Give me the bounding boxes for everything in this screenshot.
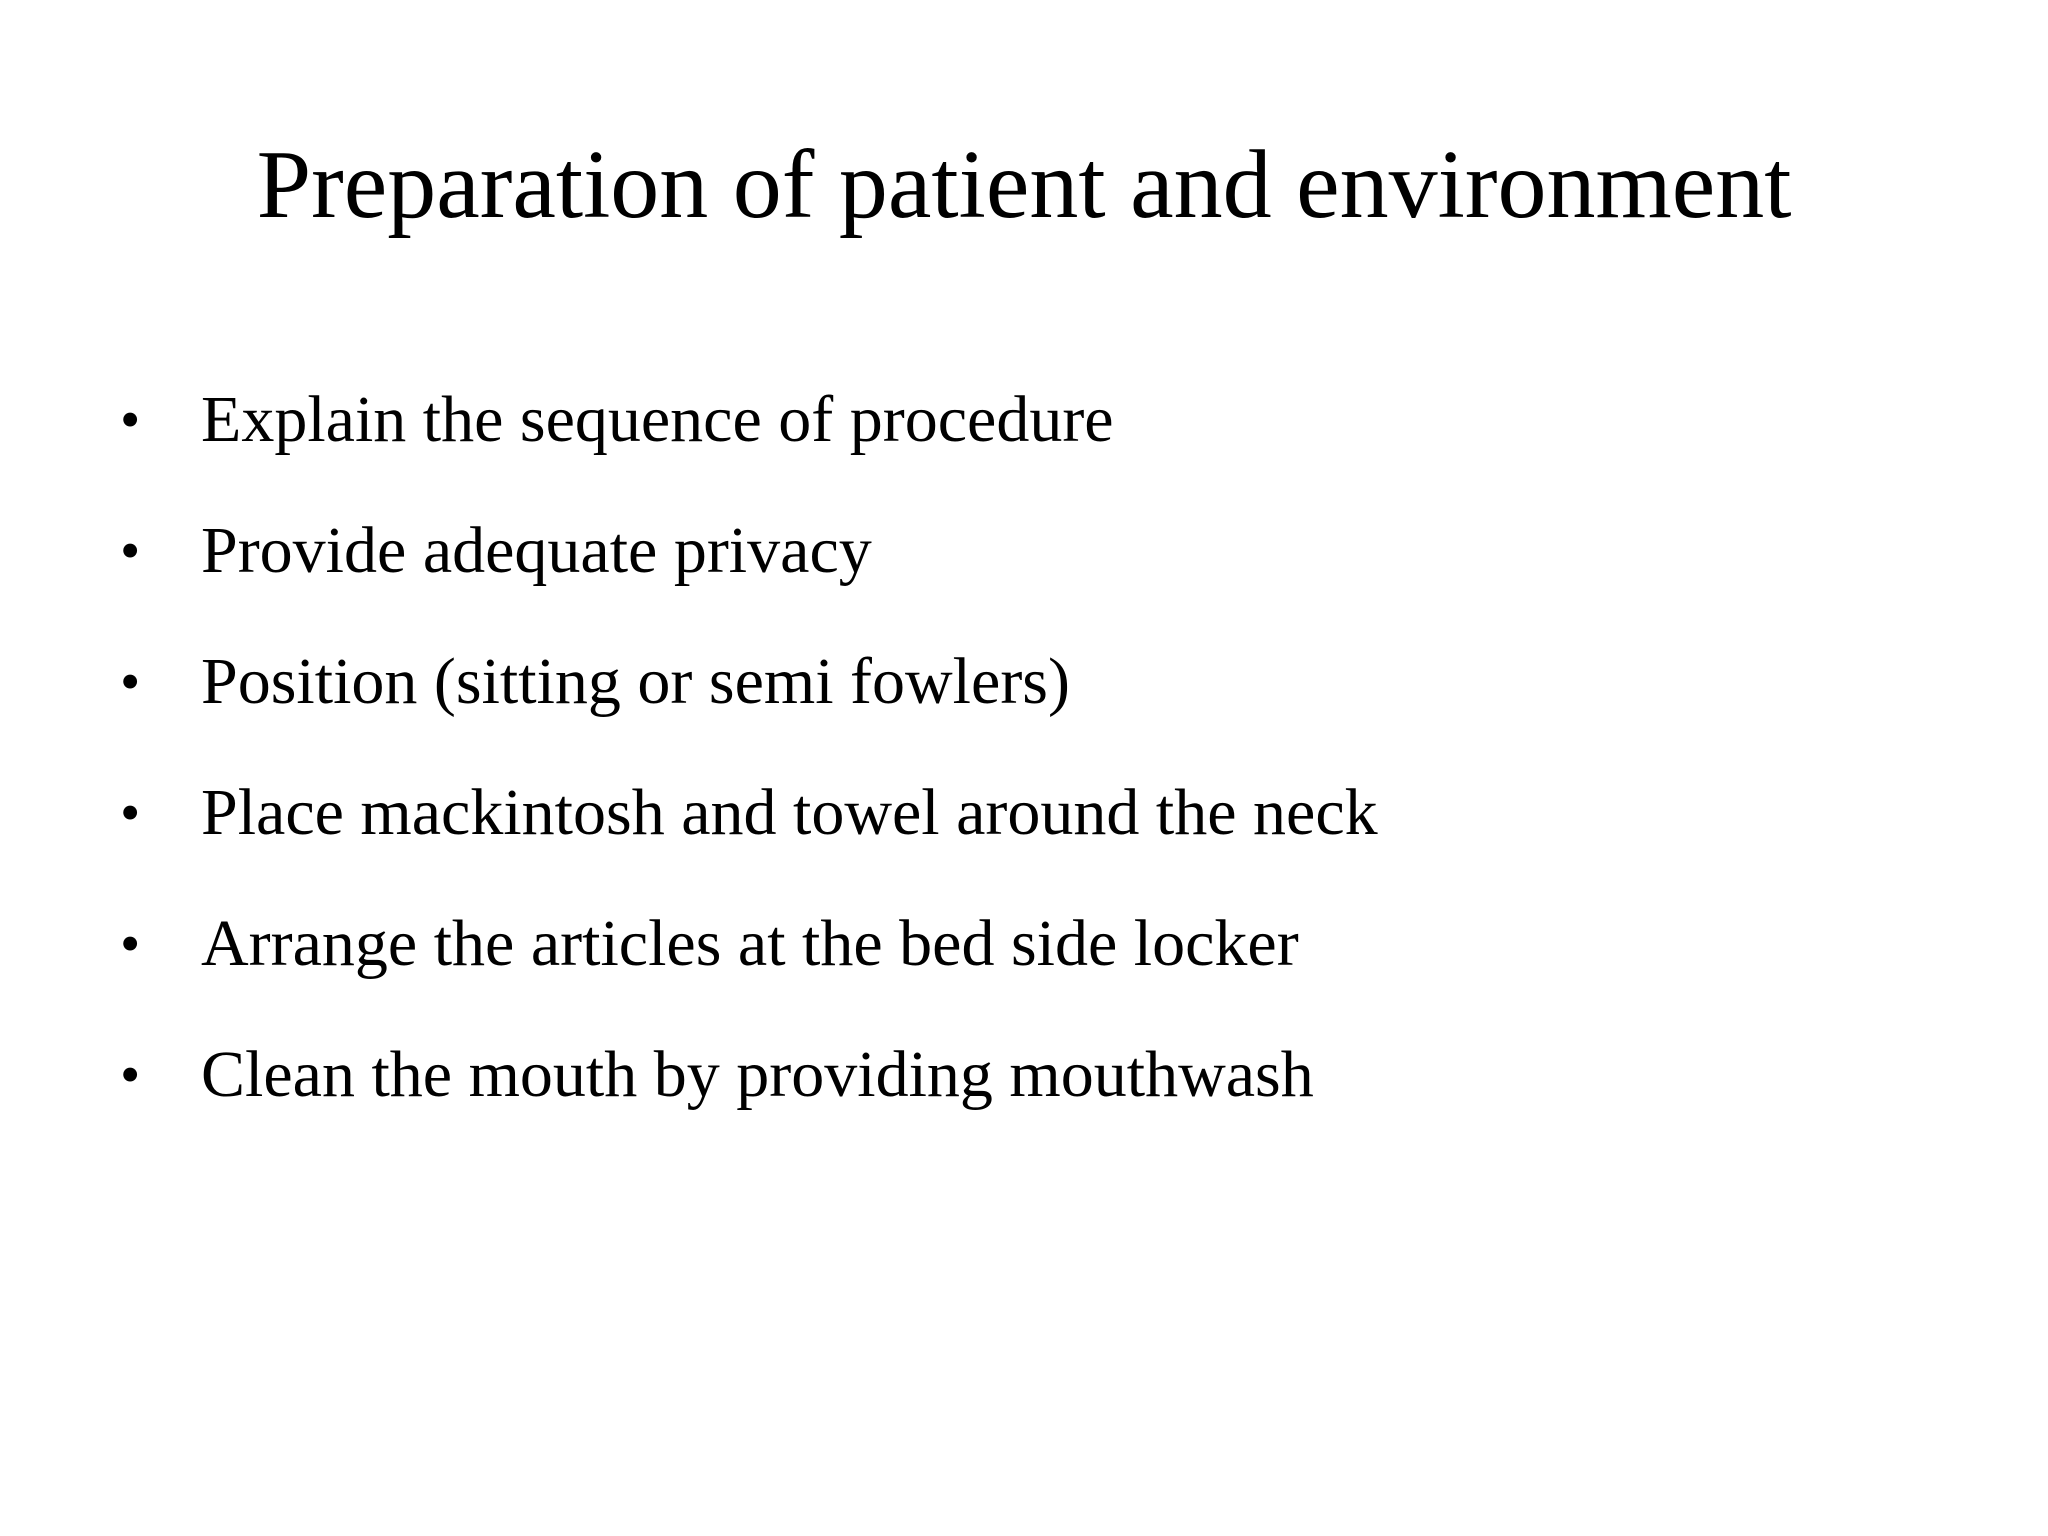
bullet-text: Explain the sequence of procedure: [201, 383, 1114, 456]
bullet-text: Clean the mouth by providing mouthwash: [201, 1038, 1314, 1111]
bullet-text: Arrange the articles at the bed side locker: [201, 907, 1299, 980]
bullet-icon: •: [120, 649, 141, 714]
slide-title: Preparation of patient and environment: [256, 131, 1792, 239]
bullet-text: Position (sitting or semi fowlers): [201, 645, 1070, 718]
bullet-text: Place mackintosh and towel around the neck: [201, 776, 1378, 849]
bullet-text: Provide adequate privacy: [201, 514, 872, 587]
bullet-icon: •: [120, 1042, 141, 1107]
bullet-icon: •: [120, 780, 141, 845]
bullet-icon: •: [120, 518, 141, 583]
bullet-icon: •: [120, 387, 141, 452]
bullet-icon: •: [120, 911, 141, 976]
